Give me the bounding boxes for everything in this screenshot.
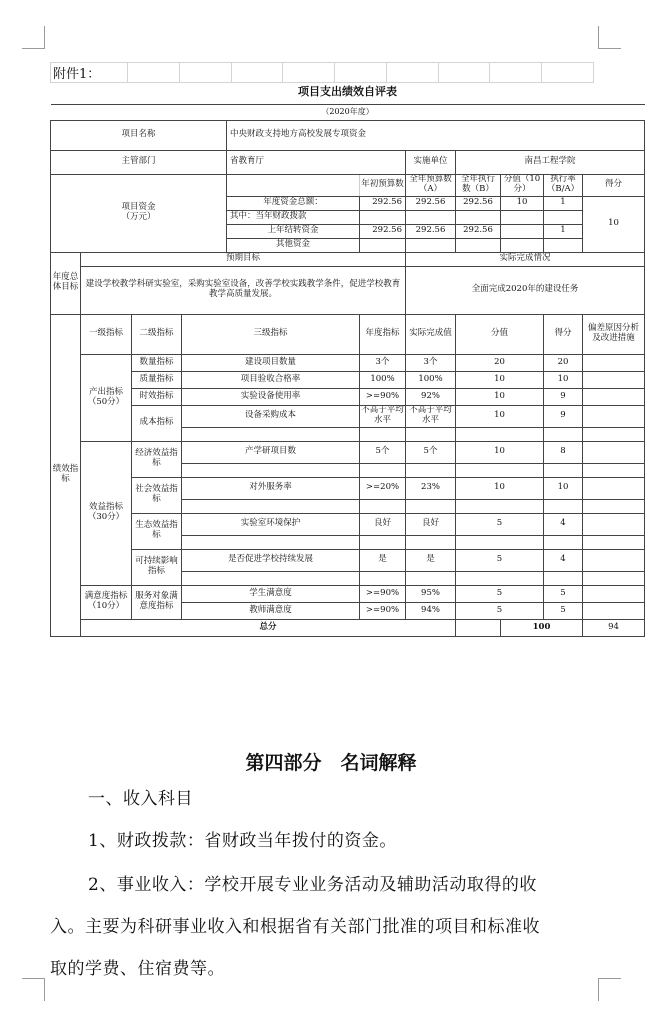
form-year: （2020年度） [51, 104, 645, 120]
satisfaction-group-label: 满意度指标（10分） [81, 585, 132, 619]
goal-expected: 建设学校教学科研实验室，采购实验室设备，改善学校实践教学条件，促进学校教育教学高质量发展。 [81, 266, 406, 314]
output-group-label: 产出指标（50分） [81, 354, 132, 441]
funds-label: 项目资金 （万元） [51, 174, 227, 252]
ind-header-level3: 三级指标 [182, 314, 360, 354]
crop-mark-top-left [22, 26, 45, 49]
ind-header-points: 分值 [456, 314, 544, 354]
dept-value: 省教育厅 [227, 150, 406, 174]
goal-side-label: 年度总体目标 [51, 252, 81, 314]
funds-score: 10 [583, 196, 645, 252]
attachment-label: 附件1： [51, 63, 128, 83]
funds-header-rate: 执行率（B/A） [544, 174, 583, 196]
goal-actual-header: 实际完成情况 [406, 252, 645, 266]
paragraph-item-1: 1、财政拨款：省财政当年拨付的资金。 [88, 831, 397, 851]
crop-mark-top-right [598, 26, 621, 49]
funds-header-points: 分值（10分） [501, 174, 544, 196]
total-points: 100 [501, 619, 583, 636]
ind-header-reason: 偏差原因分析及改进措施 [583, 314, 645, 354]
impl-unit-label: 实施单位 [406, 150, 456, 174]
ind-header-target: 年度指标 [360, 314, 406, 354]
ind-header-level1: 一级指标 [81, 314, 132, 354]
section-subheading: 一、收入科目 [88, 789, 193, 809]
benefit-group-label: 效益指标（30分） [81, 441, 132, 585]
paragraph-item-2-line-1: 2、事业收入：学校开展专业业务活动及辅助活动取得的收 [88, 875, 537, 895]
indicators-side-label: 绩效指标 [51, 314, 81, 636]
goal-expected-header: 预期目标 [81, 252, 406, 266]
paragraph-item-2-line-3: 取的学费、住宿费等。 [50, 959, 225, 979]
ind-header-score: 得分 [544, 314, 583, 354]
paragraph-item-2-line-2: 入。主要为科研事业收入和根据省有关部门批准的项目和标准收 [50, 917, 540, 937]
dept-label: 主管部门 [51, 150, 227, 174]
funds-row-label: 上年结转资金 [227, 224, 360, 238]
funds-header-executed: 全年执行数（B） [456, 174, 501, 196]
project-name: 中央财政支持地方高校发展专项资金 [227, 120, 645, 150]
section-heading: 第四部分 名词解释 [245, 752, 417, 774]
funds-row-label: 其中：当年财政拨款 [227, 210, 360, 224]
funds-header-score: 得分 [583, 174, 645, 196]
project-name-label: 项目名称 [51, 120, 227, 150]
funds-row-label: 年度资金总额： [227, 196, 360, 210]
performance-table: 项目支出绩效自评表 （2020年度） 项目名称 中央财政支持地方高校发展专项资金 主管部门 省教育厅 实施单位 南昌工程学院 项目资金 （万元） 年初预算数 全年预算数（A） 全年执行数（B） 分值（10分） 执行率（B/A） 得分 年度资金总额： 292.56 292.56 292.56 10 1 10 其中：当年财政拨款 上年结转资金 292.56 292.56 292.56 1 其他资金 年度总体目标 预期目标 实际完成情况 建设学校教学科研实验室，采购实验室设备，改善学校实践教学条件，促进学校教育教学高质量发展。 全面完成2020年的建设任务 绩效指标 一级指标 二级指标 三级指标 年度指标 实际完成值 分值 得分 偏差原因分析及改进措施 产出指标（50分） 数量指标 建设项目数量 3个 3个 20 20 质量指标 项目验收合格率 100% 100% 10 10 时效指标 实验设备使用率 >=90% 92% 10 9 成本指标 设备采购成本 不高于平均水平 不高于平均水平 10 9 效益指标（30分） 经济效益指标 产学研项目数 5个 5个 10 8 社会效益指标 对外服务率 >=20% 23% 10 10 生态效益指标 实验室环境保护 良好 良好 5 4 可持续影响指标 是否促进学校持续发展 是 是 5 4 满意度指标（10分） 服务对象满意度指标 学生满意度 >=90% 95% 5 5 教师满意度 >=90% 94% 5 5 总分 100 94 [50, 82, 645, 637]
attachment-row [50, 62, 594, 82]
funds-header-annual: 全年预算数（A） [406, 174, 456, 196]
ind-header-actual: 实际完成值 [406, 314, 456, 354]
goal-actual: 全面完成2020年的建设任务 [406, 266, 645, 314]
crop-mark-bottom-left [22, 978, 45, 1001]
funds-header-initial: 年初预算数 [360, 174, 406, 196]
form-title: 项目支出绩效自评表 [51, 82, 645, 104]
total-label: 总分 [81, 619, 456, 636]
ind-header-level2: 二级指标 [132, 314, 182, 354]
total-score: 94 [583, 619, 645, 636]
impl-unit-value: 南昌工程学院 [456, 150, 645, 174]
crop-mark-bottom-right [598, 978, 621, 1001]
funds-row-label: 其他资金 [227, 238, 360, 252]
